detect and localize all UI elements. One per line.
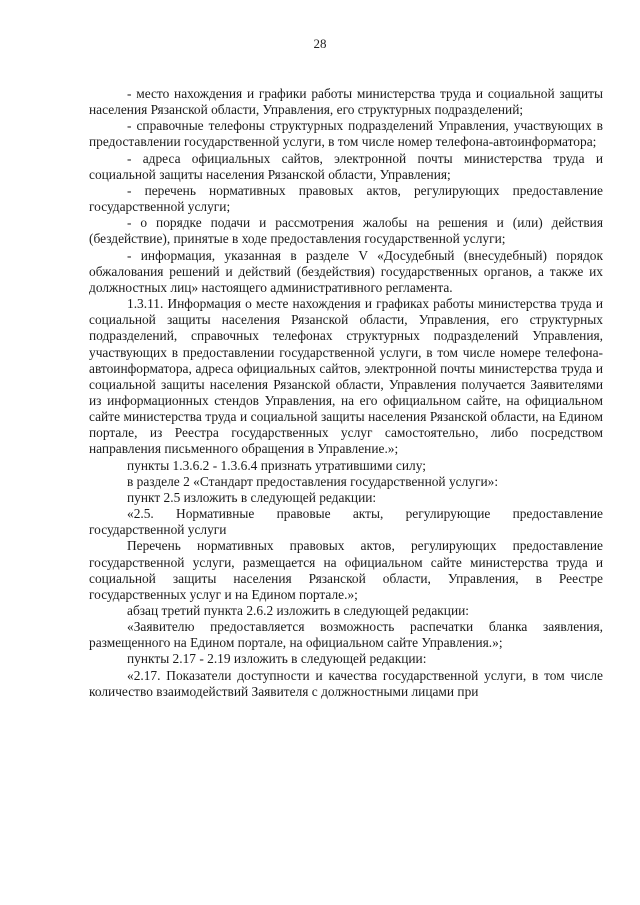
- paragraph-section-2-intro: в разделе 2 «Стандарт предоставления государственной услуги»:: [127, 473, 499, 489]
- paragraph-websites-email: - адреса официальных сайтов, электронной почты министерства труда и социальной защиты населения Рязанской области, Управления;: [89, 150, 603, 182]
- paragraph-2-17-body: «2.17. Показатели доступности и качества государственной услуги, в том числе количество взаимодействий Заявителя с должностными лицами при: [89, 667, 603, 699]
- paragraph-2-5-intro: пункт 2.5 изложить в следующей редакции:: [127, 489, 377, 505]
- paragraph-2-5-heading: «2.5. Нормативные правовые акты, регулирующие предоставление государственной услуги: [89, 506, 603, 538]
- paragraph-location-schedule: - место нахождения и графики работы министерства труда и социальной защиты населения Рязанской области, Управления, его структурных подразделений;: [89, 86, 603, 118]
- page-number: 28: [313, 36, 327, 51]
- paragraph-1-3-11: 1.3.11. Информация о месте нахождения и графиках работы министерства труда и социальной защиты населения Рязанской области, Управления, его структурных подразделений, справочных телефонах структурных подразделений Управления, участвующих в предоставлении государственной услуги, в том числе номере телефона-автоинформатора, адреса официальных сайтов, электронной почты министерства труда и социальной защиты населения Рязанской области, Управления получается Заявителями из информационных стендов Управления, на его официальном сайте, на официальном сайте министерства труда и социальной защиты населения Рязанской области, на Едином портале, из Реестра государственных услуг самостоятельно, либо посредством направления письменного обращения в Управление.»;: [89, 296, 603, 457]
- paragraph-2-17-intro: пункты 2.17 - 2.19 изложить в следующей редакции:: [127, 651, 427, 667]
- paragraph-reference-phones: - справочные телефоны структурных подразделений Управления, участвующих в предоставлении государственной услуги, в том числе номер телефона-автоинформатора;: [89, 118, 603, 150]
- paragraph-2-6-2-body: «Заявителю предоставляется возможность распечатки бланка заявления, размещенного на Едином портале, на официальном сайте Управления.»;: [89, 619, 603, 651]
- paragraph-2-6-2-intro: абзац третий пункта 2.6.2 изложить в следующей редакции:: [127, 603, 469, 618]
- paragraph-repeal-1-3-6: пункты 1.3.6.2 - 1.3.6.4 признать утратившими силу;: [127, 457, 426, 473]
- paragraph-regulatory-acts-list: - перечень нормативных правовых актов, регулирующих предоставление государственной услуги;: [89, 182, 603, 215]
- paragraph-2-5-body: Перечень нормативных правовых актов, регулирующих предоставление государственной услуги, размещается на официальном сайте министерства труда и социальной защиты населения Рязанской области, Управления, в Реестре государственных услуг и на Едином портале.»;: [89, 538, 603, 602]
- paragraph-complaints-procedure: - о порядке подачи и рассмотрения жалобы на решения и (или) действия (бездействие), принятые в ходе предоставления государственной услуги;: [89, 215, 603, 247]
- document-body: [89, 86, 603, 700]
- paragraph-section-v-info: - информация, указанная в разделе V «Досудебный (внесудебный) порядок обжалования решений и действий (бездействия) государственных органов, а также их должностных лиц» настоящего административного регламента.: [89, 247, 603, 295]
